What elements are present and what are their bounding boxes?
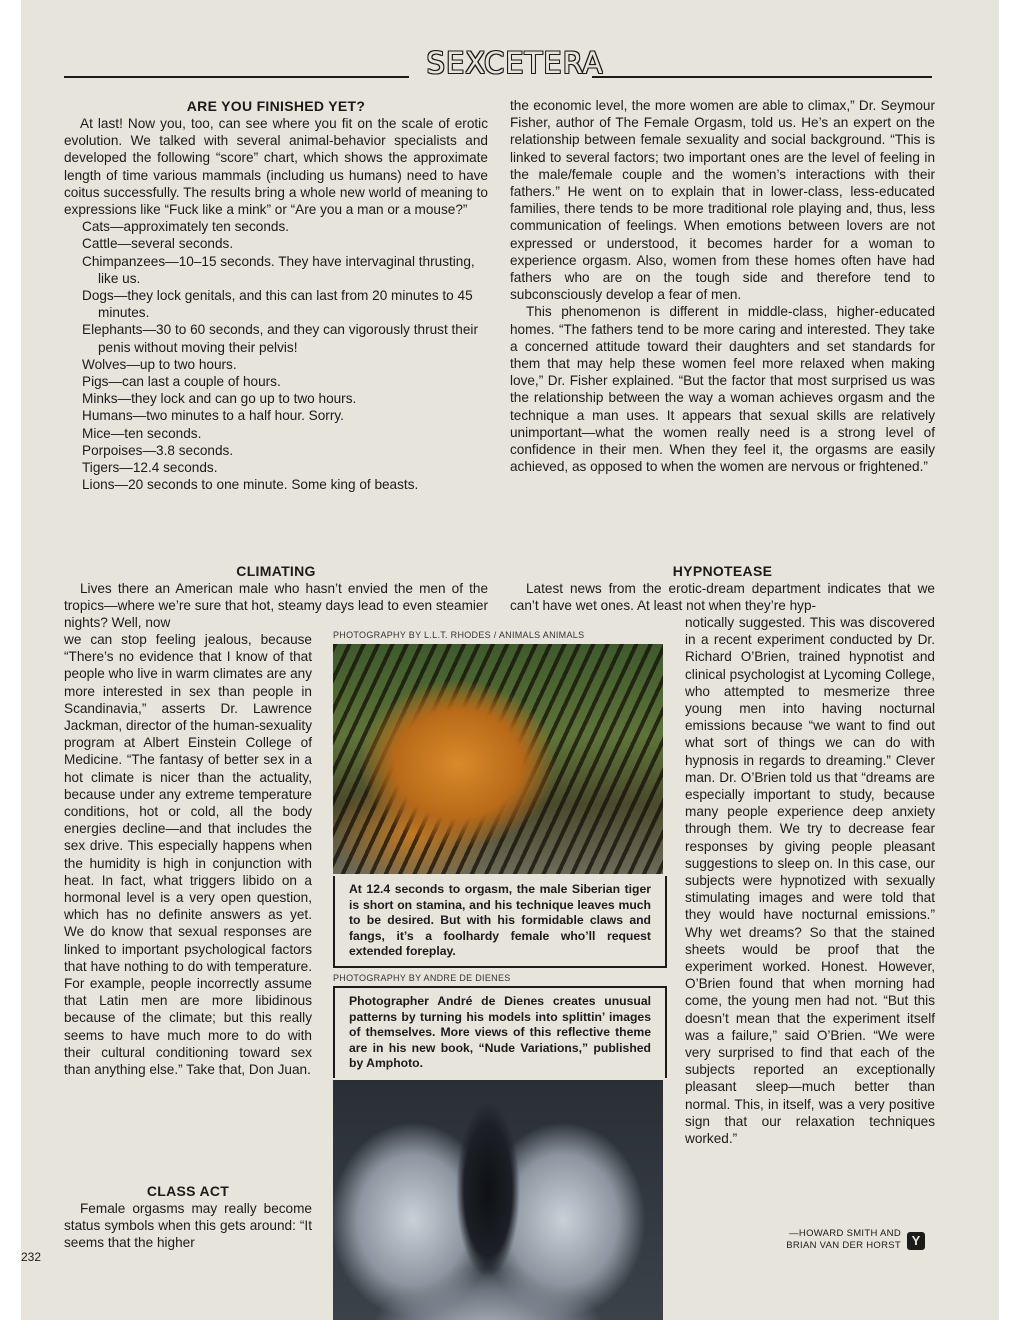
- section-heading: CLASS ACT: [146, 1183, 230, 1199]
- list-item: Elephants—30 to 60 seconds, and they can vigorously thrust their penis without moving their pelvis!: [82, 322, 478, 355]
- section-class-act-continued: [510, 97, 935, 475]
- paragraph: we can stop feeling jealous, because “There’s no evidence that I know of that people who live in warm climates are any more interested in sex than people in Scandinavia,” asserts Dr. Lawrence Jackman, director of the human-sexuality program at Albert Einstein College of Medicine. “The fantasy of better sex in a hot climate is nicer than the actuality, because under any extreme temperature conditions, hot or cold, all the body energies decline—and that includes the sex drive. This especially happens when the humidity is high in conjunction with heat. In fact, what triggers libido on a hormonal level is a very open question, which has no definite answers as yet. We do know that sexual responses are linked to important psychological factors that have nothing to do with temperature. For example, people incorrectly assume that Latin men are more libidinous because of the climate; but this really seems to have much more to do with their cultural conditioning toward sex than anything else.” Take that, Don Juan.: [64, 632, 312, 1078]
- section-class-act: [64, 1182, 312, 1252]
- photo-credit: PHOTOGRAPHY BY ANDRE DE DIENES: [333, 973, 511, 983]
- masthead-rule-right: [592, 76, 932, 78]
- magazine-page: [21, 0, 999, 1320]
- climating-narrow-column: [64, 631, 312, 1078]
- hypnotease-narrow-column: [685, 614, 935, 1147]
- list-item: Pigs—can last a couple of hours.: [82, 374, 281, 390]
- byline-line: —HOWARD SMITH AND: [789, 1228, 901, 1239]
- list-item: Humans—two minutes to a half hour. Sorry.: [82, 408, 344, 424]
- section-heading: ARE YOU FINISHED YET?: [186, 98, 366, 114]
- list-item: Tigers—12.4 seconds.: [82, 460, 218, 476]
- paragraph: This phenomenon is different in middle-class, higher-educated homes. “The fathers tend to be more caring and interested. They take a concerned attitude toward their daughters and set standards for them that may help these women feel more relaxed when making love,” Dr. Fisher explained. “But the factor that most surprised us was the relationship between the way a woman achieves orgasm and the technique a man uses. It appears that sexual skills are relatively unimportant—what the women really need is a strong level of confidence in their men. When they feel it, the orgasms are easily achieved, as opposed to when the women are nervous or frightened.”: [510, 304, 935, 475]
- section-heading: CLIMATING: [236, 563, 316, 579]
- list-item: Minks—they lock and can go up to two hours.: [82, 391, 357, 407]
- tiger-photo: [333, 644, 663, 874]
- page-number: 232: [21, 1250, 42, 1264]
- list-item: Cats—approximately ten seconds.: [82, 219, 290, 235]
- list-item: Wolves—up to two hours.: [82, 356, 237, 372]
- duration-list: [64, 218, 488, 493]
- masthead-title: SEXCETERA: [426, 46, 604, 80]
- section-heading: HYPNOTEASE: [672, 563, 773, 579]
- masthead-rule-left: [64, 76, 409, 78]
- list-item: Mice—ten seconds.: [82, 425, 202, 441]
- section-climating: [64, 562, 488, 632]
- section-are-you-finished: [64, 97, 488, 493]
- photo-caption: Photographer André de Dienes creates unusual patterns by turning his models into splittin’ images of themselves. More views of this reflective theme are in his new book, “Nude Variations,” published by Amphoto.: [333, 986, 667, 1078]
- nude-photo: [333, 1080, 663, 1320]
- paragraph: Female orgasms may really become status symbols when this gets around: “It seems that the higher: [64, 1201, 312, 1251]
- paragraph: Lives there an American male who hasn’t envied the men of the tropics—where we’re sure that hot, steamy days lead to even steamier nights? Well, now: [64, 581, 488, 631]
- byline: [721, 1228, 901, 1252]
- list-item: Cattle—several seconds.: [82, 236, 234, 252]
- photo-caption: At 12.4 seconds to orgasm, the male Siberian tiger is short on stamina, and his technique leaves much to be desired. But with his formidable claws and fangs, it’s a foolhardy female who’ll request extended foreplay.: [333, 876, 667, 968]
- photo-credit: PHOTOGRAPHY BY L.L.T. RHODES / ANIMALS ANIMALS: [333, 630, 585, 640]
- section-hypnotease: [510, 562, 935, 614]
- paragraph: the economic level, the more women are able to climax,” Dr. Seymour Fisher, author of The Female Orgasm, told us. He’s an expert on the relationship between female sexuality and social background. “This is linked to several factors; two important ones are the level of feeling in the male/female couple and the women’s interactions with their fathers.” He went on to explain that in lower-class, less-educated families, there tends to be more traditional role playing and, thus, less communication of feelings. When emotions between lovers are not expressed or understood, it becomes harder for a woman to experience orgasm. Also, women from these homes often have had fathers who are on the tough side and therefore tend to subconsciously develop a fear of men.: [510, 98, 935, 303]
- list-item: Lions—20 seconds to one minute. Some king of beasts.: [82, 477, 419, 493]
- byline-line: BRIAN VAN DER HORST: [786, 1240, 901, 1251]
- rabbit-logo-icon: Y: [907, 1232, 925, 1250]
- paragraph: Latest news from the erotic-dream department indicates that we can’t have wet ones. At least not when they’re hyp-: [510, 581, 935, 614]
- paragraph: At last! Now you, too, can see where you fit on the scale of erotic evolution. We talked with several animal-behavior specialists and developed the following “score” chart, which shows the approximate length of time various mammals (including us humans) need to have coitus successfully. The results bring a whole new world of meaning to expressions like “Fuck like a mink” or “Are you a man or a mouse?”: [64, 116, 488, 218]
- list-item: Dogs—they lock genitals, and this can last from 20 minutes to 45 minutes.: [82, 288, 473, 321]
- list-item: Porpoises—3.8 seconds.: [82, 442, 234, 458]
- paragraph: notically suggested. This was discovered in a recent experiment conducted by Dr. Richard O’Brien, trained hypnotist and clinical psychologist at Lycoming College, who attempted to mesmerize three young men into having nocturnal emissions because “we want to find out what sort of things we can do with hypnosis in regards to dreaming.” Clever man. Dr. O’Brien told us that “dreams are especially important to study, because many people experience deep anxiety through them. We try to decrease fear responses by giving people pleasant suggestions to sleep on. In this case, our subjects were hypnotized with sexually stimulating images and were told that they would have nocturnal emissions.” Why wet dreams? So that the stained sheets would be proof that the experiment worked. Honest. However, O’Brien found that when morning had come, the young men had not. “But this doesn’t mean that the experiment itself was a failure,” said O’Brien. “We were very surprised to find that each of the subjects reported an exceptionally pleasant sleep—much better than normal. This, in itself, was a very positive sign that our relaxation techniques worked.”: [685, 615, 935, 1147]
- list-item: Chimpanzees—10–15 seconds. They have intervaginal thrusting, like us.: [82, 253, 475, 286]
